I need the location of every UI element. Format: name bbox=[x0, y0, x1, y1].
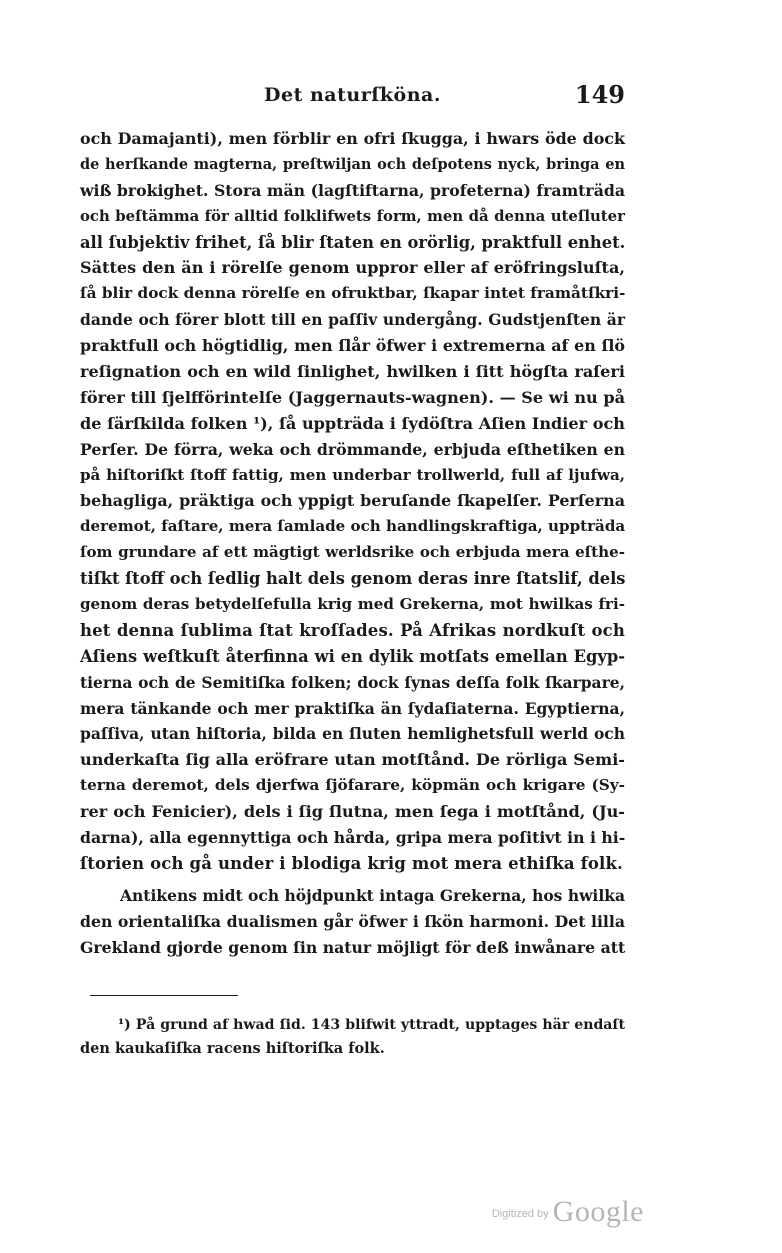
running-title: Det naturſköna. bbox=[264, 84, 441, 106]
text-line: darna), alla egennyttiga och hårda, gripa mera poſitivt in i hi- bbox=[80, 828, 626, 848]
watermark-prefix: Digitized by bbox=[491, 1208, 549, 1220]
text-line: het denna ſublima ſtat kroſſades. På Afrikas nordkuſt och bbox=[80, 620, 625, 640]
text-line: dande och förer blott till en paſſiv undergång. Gudstjenſten är bbox=[80, 310, 625, 330]
text-line: Grekland gjorde genom ſin natur möjligt för deß inwånare att bbox=[80, 937, 626, 957]
text-line: ſå blir dock denna rörelſe en ofruktbar, ſkapar intet framåtſkri- bbox=[80, 284, 626, 303]
body-text bbox=[80, 126, 625, 961]
text-line: Antikens midt och höjdpunkt intaga Grekerna, hos hwilka bbox=[120, 885, 625, 905]
text-line: mera tänkande och mer praktiſka än ſydaſiaterna. Egyptierna, bbox=[80, 698, 625, 718]
text-line: underkaſta ſig alla eröfrare utan motſtånd. De rörliga Semi- bbox=[80, 750, 625, 770]
page-number: 149 bbox=[574, 80, 625, 109]
google-logo: Google bbox=[552, 1195, 644, 1228]
text-line: all ſubjektiv frihet, ſå blir ſtaten en orörlig, praktfull enhet. bbox=[80, 232, 626, 252]
footnote-line: ¹) På grund af hwad ſid. 143 blifwit yttradt, upptages här endaſt bbox=[118, 1017, 625, 1033]
footnotes bbox=[80, 1013, 625, 1061]
text-line: och Damajanti), men förblir en ofri ſkugga, i hwars öde dock bbox=[80, 129, 625, 148]
footnote-line: den kaukaſiſka racens hiſtoriſka folk. bbox=[80, 1040, 385, 1057]
text-line: förer till ſjelfförintelſe (Jaggernauts-wagnen). — Se wi nu på bbox=[80, 387, 626, 407]
text-line: på hiſtoriſkt ſtoff fattig, men underbar trollwerld, full af ljufwa, bbox=[80, 465, 625, 484]
text-line: tiſkt ſtoff och ſedlig halt dels genom deras inre ſtatslif, dels bbox=[80, 569, 626, 589]
text-line: praktfull och högtidlig, men ſlår öfwer i extremerna af en ſlö bbox=[80, 336, 625, 356]
text-line: paſſiva, utan hiſtoria, bilda en ſluten hemlighetsfull werld och bbox=[80, 724, 625, 744]
text-line: terna deremot, dels djerfwa ſjöfarare, köpmän och krigare (Sy- bbox=[80, 776, 625, 795]
text-line: Perſer. De förra, weka och drömmande, erbjuda eſthetiken en bbox=[80, 439, 625, 459]
digitized-watermark bbox=[492, 1191, 644, 1227]
text-line: reſignation och en wild ſinlighet, hwilken i ſitt högſta raſeri bbox=[80, 362, 625, 382]
text-line: den orientaliſka dualismen går öfwer i ſkön harmoni. Det lilla bbox=[80, 911, 625, 931]
text-line: behagliga, präktiga och yppigt beruſande ſkapelſer. Perſerna bbox=[80, 491, 625, 511]
footnote-rule bbox=[90, 995, 238, 996]
text-line: wiß brokighet. Stora män (lagſtiftarna, profeterna) framträda bbox=[80, 180, 625, 200]
running-head bbox=[80, 80, 625, 112]
text-line: de herſkande magterna, preſtwiljan och deſpotens nyck, bringa en bbox=[80, 155, 625, 173]
text-line: Aſiens weſtkuſt återfinna wi en dylik motſats emellan Egyp- bbox=[80, 646, 625, 666]
text-line: de ſärſkilda folken ¹), ſå uppträda i ſydöſtra Aſien Indier och bbox=[80, 413, 625, 433]
text-line: tierna och de Semitiſka folken; dock ſynas deſſa folk ſkarpare, bbox=[80, 672, 625, 692]
text-line: ſtorien och gå under i blodiga krig mot mera ethiſka folk. bbox=[80, 853, 623, 873]
text-line: deremot, faſtare, mera ſamlade och handlingskraftiga, uppträda bbox=[80, 517, 626, 536]
text-line: genom deras betydelſefulla krig med Grekerna, mot hwilkas fri- bbox=[80, 595, 625, 614]
text-line: Sättes den än i rörelſe genom uppror eller af eröfringsluſta, bbox=[80, 258, 625, 278]
text-line: och beſtämma för alltid folklifwets form, men då denna uteſluter bbox=[80, 206, 625, 225]
text-line: rer och Fenicier), dels i ſig ſlutna, men ſega i motſtånd, (Ju- bbox=[80, 802, 625, 822]
text-line: ſom grundare af ett mägtigt werldsrike och erbjuda mera eſthe- bbox=[80, 543, 625, 562]
